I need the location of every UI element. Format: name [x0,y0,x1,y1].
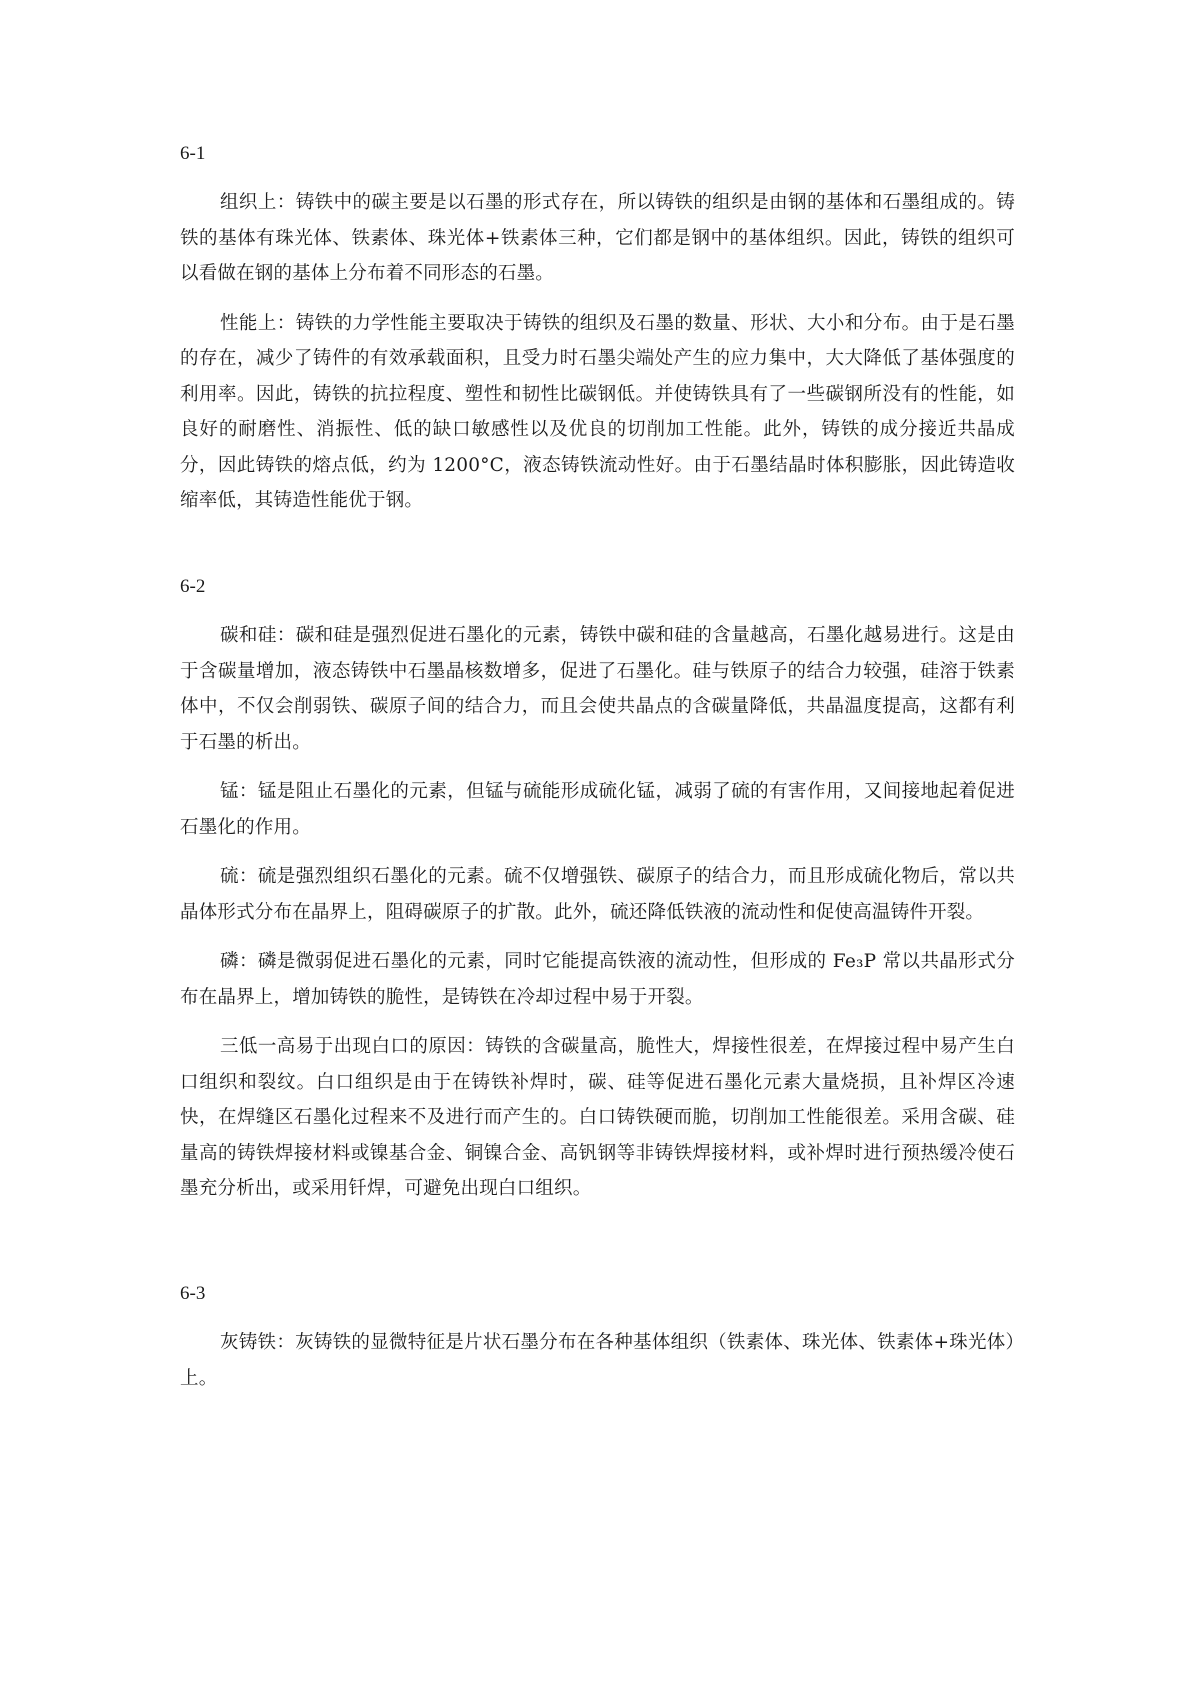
paragraph: 锰：锰是阻止石墨化的元素，但锰与硫能形成硫化锰，减弱了硫的有害作用，又间接地起着促进石墨化的作用。 [180,781,1015,838]
section-6-2 [180,575,1015,1221]
section-heading: 6-2 [180,576,206,597]
paragraph: 硫：硫是强烈组织石墨化的元素。硫不仅增强铁、碳原子的结合力，而且形成硫化物后，常以共晶体形式分布在晶界上，阻碍碳原子的扩散。此外，硫还降低铁液的流动性和促使高温铸件开裂。 [180,866,1015,923]
section-heading: 6-3 [180,1283,206,1304]
paragraph: 碳和硅：碳和硅是强烈促进石墨化的元素，铸铁中碳和硅的含量越高，石墨化越易进行。这是由于含碳量增加，液态铸铁中石墨晶核数增多，促进了石墨化。硅与铁原子的结合力较强，硅溶于铁素体中，不仅会削弱铁、碳原子间的结合力，而且会使共晶点的含碳量降低，共晶温度提高，这都有利于石墨的析出。 [180,625,1015,753]
paragraph: 性能上：铸铁的力学性能主要取决于铸铁的组织及石墨的数量、形状、大小和分布。由于是石墨的存在，减少了铸件的有效承载面积，且受力时石墨尖端处产生的应力集中，大大降低了基体强度的利用率。因此，铸铁的抗拉程度、塑性和韧性比碳钢低。并使铸铁具有了一些碳钢所没有的性能，如良好的耐磨性、消振性、低的缺口敏感性以及优良的切削加工性能。此外，铸铁的成分接近共晶成分，因此铸铁的熔点低，约为 1200°C，液态铸铁流动性好。由于石墨结晶时体积膨胀，因此铸造收缩率低，其铸造性能优于钢。 [180,312,1015,511]
paragraph: 磷：磷是微弱促进石墨化的元素，同时它能提高铁液的流动性，但形成的 Fe₃P 常以共晶形式分布在晶界上，增加铸铁的脆性，是铸铁在冷却过程中易于开裂。 [180,951,1015,1008]
section-6-3 [180,1282,1015,1410]
paragraph: 灰铸铁：灰铸铁的显微特征是片状石墨分布在各种基体组织（铁素体、珠光体、铁素体+珠光体）上。 [180,1332,1015,1389]
section-heading: 6-1 [180,143,206,164]
paragraph: 三低一高易于出现白口的原因：铸铁的含碳量高，脆性大，焊接性很差，在焊接过程中易产生白口组织和裂纹。白口组织是由于在铸铁补焊时，碳、硅等促进石墨化元素大量烧损，且补焊区冷速快，在焊缝区石墨化过程来不及进行而产生的。白口铸铁硬而脆，切削加工性能很差。采用含碳、硅量高的铸铁焊接材料或镍基合金、铜镍合金、高钒钢等非铸铁焊接材料，或补焊时进行预热缓冷使石墨充分析出，或采用钎焊，可避免出现白口组织。 [180,1036,1015,1199]
section-6-1 [180,142,1015,533]
paragraph: 组织上：铸铁中的碳主要是以石墨的形式存在，所以铸铁的组织是由钢的基体和石墨组成的。铸铁的基体有珠光体、铁素体、珠光体+铁素体三种，它们都是钢中的基体组织。因此，铸铁的组织可以看做在钢的基体上分布着不同形态的石墨。 [180,192,1015,284]
